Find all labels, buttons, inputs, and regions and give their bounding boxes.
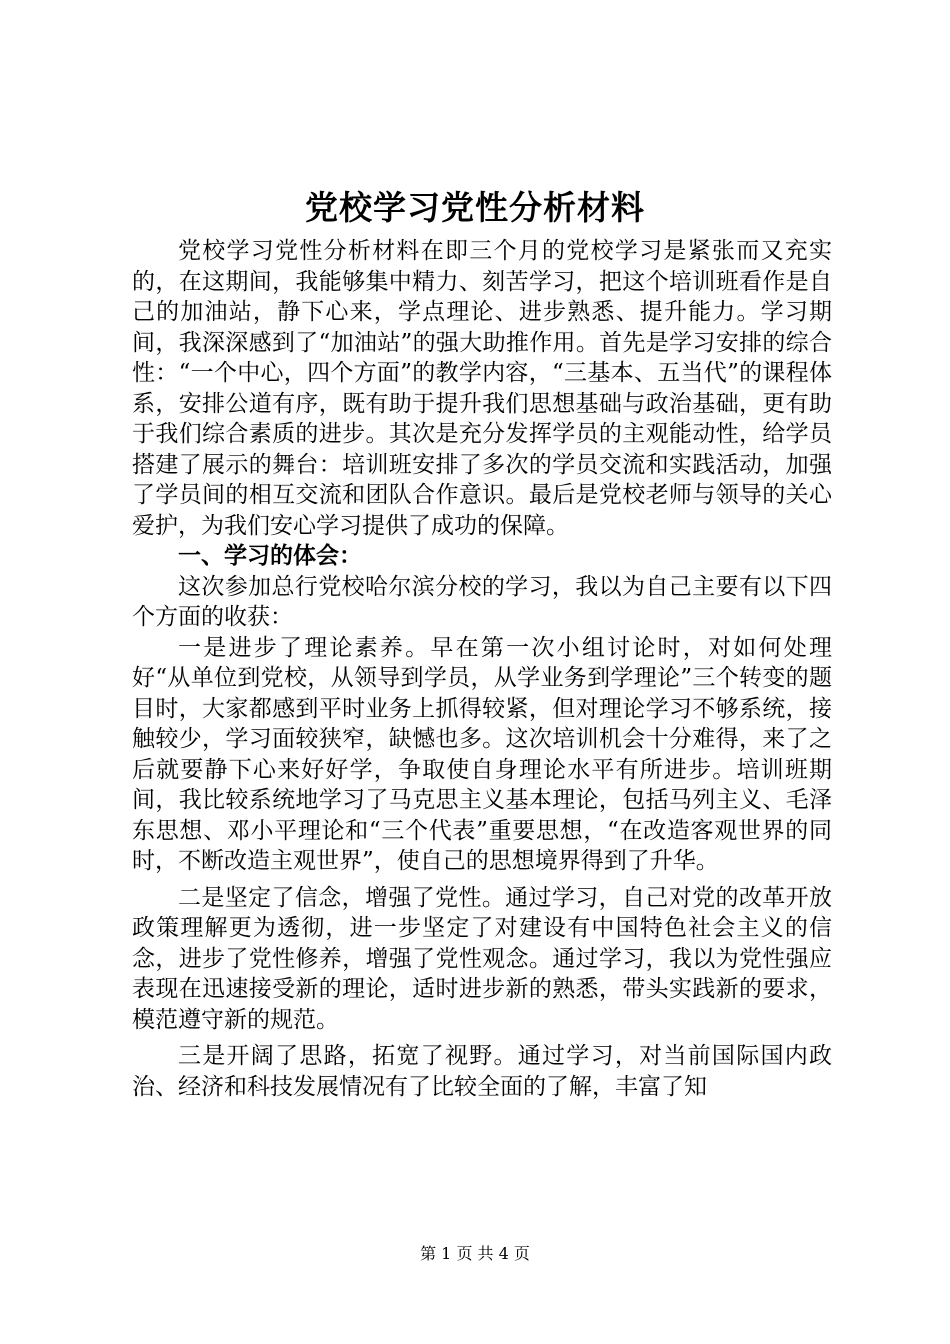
intro-paragraph: 党校学习党性分析材料在即三个月的党校学习是紧张而又充实的，在这期间，我能够集中精力、刻苦学习，把这个培训班看作是自己的加油站，静下心来，学点理论、进步熟悉、提升能力。学习期间，我深深感到了“加油站”的强大助推作用。首先是学习安排的综合性：“一个中心，四个方面”的教学内容，“三基本、五当代”的课程体系，安排公道有序，既有助于提升我们思想基础与政治基础，更有助于我们综合素质的进步。其次是充分发挥学员的主观能动性，给学员搭建了展示的舞台：培训班安排了多次的学员交流和实践活动，加强了学员间的相互交流和团队合作意识。最后是党校老师与领导的关心爱护，为我们安心学习提供了成功的保障。 [132, 238, 832, 539]
page-footer [0, 1244, 950, 1264]
document-body [132, 236, 832, 1102]
section-paragraph-2: 一是进步了理论素养。早在第一次小组讨论时，对如何处理好“从单位到党校，从领导到学员，从学业务到学理论”三个转变的题目时，大家都感到平时业务上抓得较紧，但对理论学习不够系统，接触较少，学习面较狭窄，缺憾也多。这次培训机会十分难得，来了之后就要静下心来好好学，争取使自身理论水平有所进步。培训班期间，我比较系统地学习了马克思主义基本理论，包括马列主义、毛泽东思想、邓小平理论和“三个代表”重要思想，“在改造客观世界的同时，不断改造主观世界”，使自己的思想境界得到了升华。 [132, 634, 832, 874]
section-paragraph-1: 这次参加总行党校哈尔滨分校的学习，我以为自己主要有以下四个方面的收获： [132, 573, 832, 630]
section-paragraph-3: 二是坚定了信念，增强了党性。通过学习，自己对党的改革开放政策理解更为透彻，进一步坚定了对建设有中国特色社会主义的信念，进步了党性修养，增强了党性观念。通过学习，我以为党性强应表现在迅速接受新的理论，适时进步新的熟悉，带头实践新的要求，模范遵守新的规范。 [132, 884, 832, 1033]
document-title: 党校学习党性分析材料 [305, 188, 645, 227]
section-heading: 一、学习的体会： [178, 543, 362, 569]
page-number-label: 第 1 页 共 4 页 [420, 1244, 530, 1263]
section-paragraph-4: 三是开阔了思路，拓宽了视野。通过学习，对当前国际国内政治、经济和科技发展情况有了比较全面的了解，丰富了知 [132, 1043, 832, 1100]
